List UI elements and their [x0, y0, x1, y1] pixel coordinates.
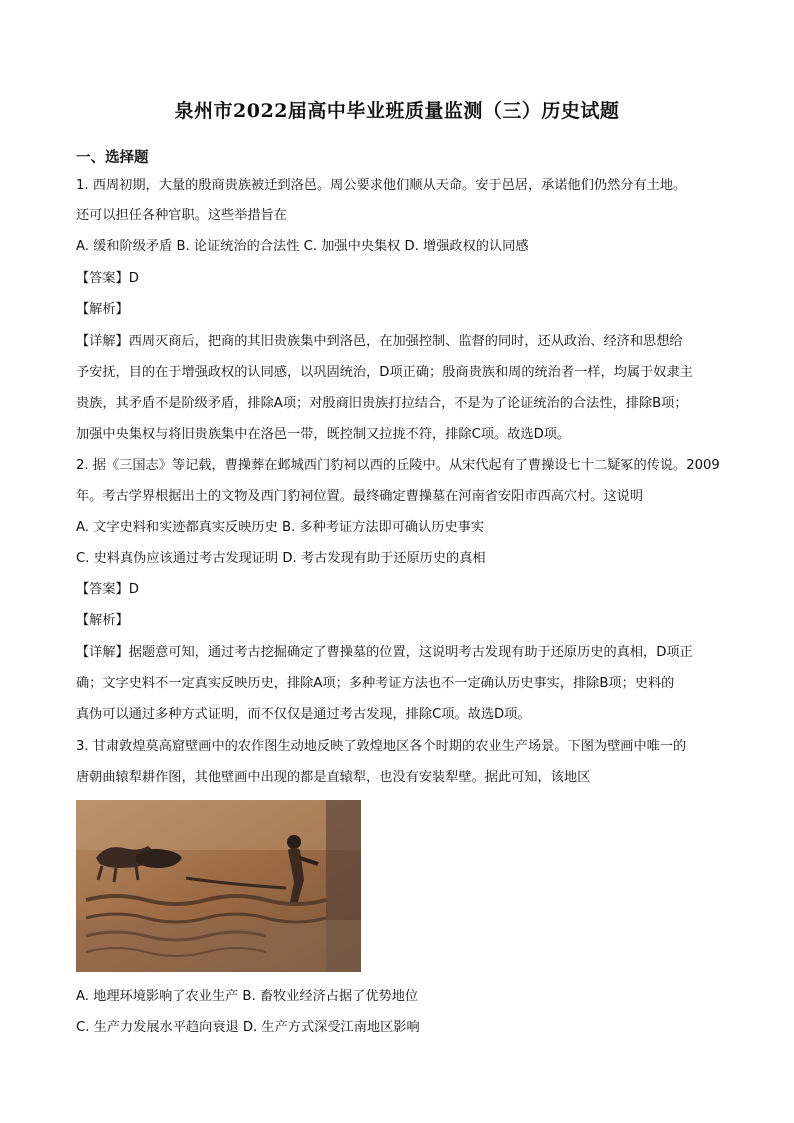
- q1-detail-line-1: 【详解】西周灭商后，把商的其旧贵族集中到洛邑，在加强控制、监督的同时，还从政治、经济和思想给: [76, 334, 683, 349]
- q1-detail-line-3: 贵族，其矛盾不是阶级矛盾，排除A项；对殷商旧贵族打拉结合，不是为了论证统治的合法性，排除B项；: [76, 396, 688, 411]
- q1-analysis-label: 【解析】: [76, 302, 129, 317]
- q2-stem-line-2: 年。考古学界根据出土的文物及西门豹祠位置。最终确定曹操墓在河南省安阳市西高穴村。这说明: [76, 489, 644, 504]
- q1-detail-line-2: 予安抚，目的在于增强政权的认同感，以巩固统治，D项正确；殷商贵族和周的统治者一样，均属于奴隶主: [76, 365, 693, 380]
- q2-stem-line-1: 2. 据《三国志》等记载，曹操葬在邺城西门豹祠以西的丘陵中。从宋代起有了曹操设七十二疑冢的传说。2009: [76, 458, 720, 473]
- document-title: 泉州市2022届高中毕业班质量监测（三）历史试题: [174, 100, 620, 122]
- q2-options-row-1: A. 文字史料和实迹都真实反映历史 B. 多种考证方法即可确认历史事实: [76, 520, 485, 535]
- q3-stem-line-2: 唐朝曲辕犁耕作图，其他壁画中出现的都是直辕犁，也没有安装犁壁。据此可知，该地区: [76, 770, 591, 785]
- q2-analysis-label: 【解析】: [76, 613, 129, 628]
- mural-plowing-image: [76, 800, 361, 972]
- q1-detail-line-4: 加强中央集权与将旧贵族集中在洛邑一带，既控制又拉拢不符，排除C项。故选D项。: [76, 427, 571, 442]
- q2-detail-line-2: 确；文字史料不一定真实反映历史，排除A项；多种考证方法也不一定确认历史事实，排除B项；史料的: [76, 676, 675, 691]
- q1-answer: 【答案】D: [76, 271, 139, 286]
- q1-stem-line-2: 还可以担任各种官职。这些举措旨在: [76, 208, 287, 223]
- q2-answer: 【答案】D: [76, 582, 139, 597]
- q1-options: A. 缓和阶级矛盾 B. 论证统治的合法性 C. 加强中央集权 D. 增强政权的认同感: [76, 239, 529, 254]
- q3-options-row-2: C. 生产力发展水平趋向衰退 D. 生产方式深受江南地区影响: [76, 1020, 420, 1035]
- q2-detail-line-3: 真伪可以通过多种方式证明，而不仅仅是通过考古发现，排除C项。故选D项。: [76, 707, 531, 722]
- q3-stem-line-1: 3. 甘肃敦煌莫高窟壁画中的农作图生动地反映了敦煌地区各个时期的农业生产场景。下图为壁画中唯一的: [76, 739, 687, 754]
- q1-stem-line-1: 1. 西周初期，大量的殷商贵族被迁到洛邑。周公要求他们顺从天命。安于邑居，承诺他们仍然分有土地。: [76, 178, 687, 193]
- q2-options-row-2: C. 史料真伪应该通过考古发现证明 D. 考古发现有助于还原历史的真相: [76, 551, 486, 566]
- q2-detail-line-1: 【详解】据题意可知，通过考古挖掘确定了曹操墓的位置，这说明考古发现有助于还原历史的真相，D项正: [76, 645, 693, 660]
- q3-options-row-1: A. 地理环境影响了农业生产 B. 畜牧业经济占据了优势地位: [76, 989, 419, 1004]
- section-heading: 一、选择题: [76, 150, 149, 166]
